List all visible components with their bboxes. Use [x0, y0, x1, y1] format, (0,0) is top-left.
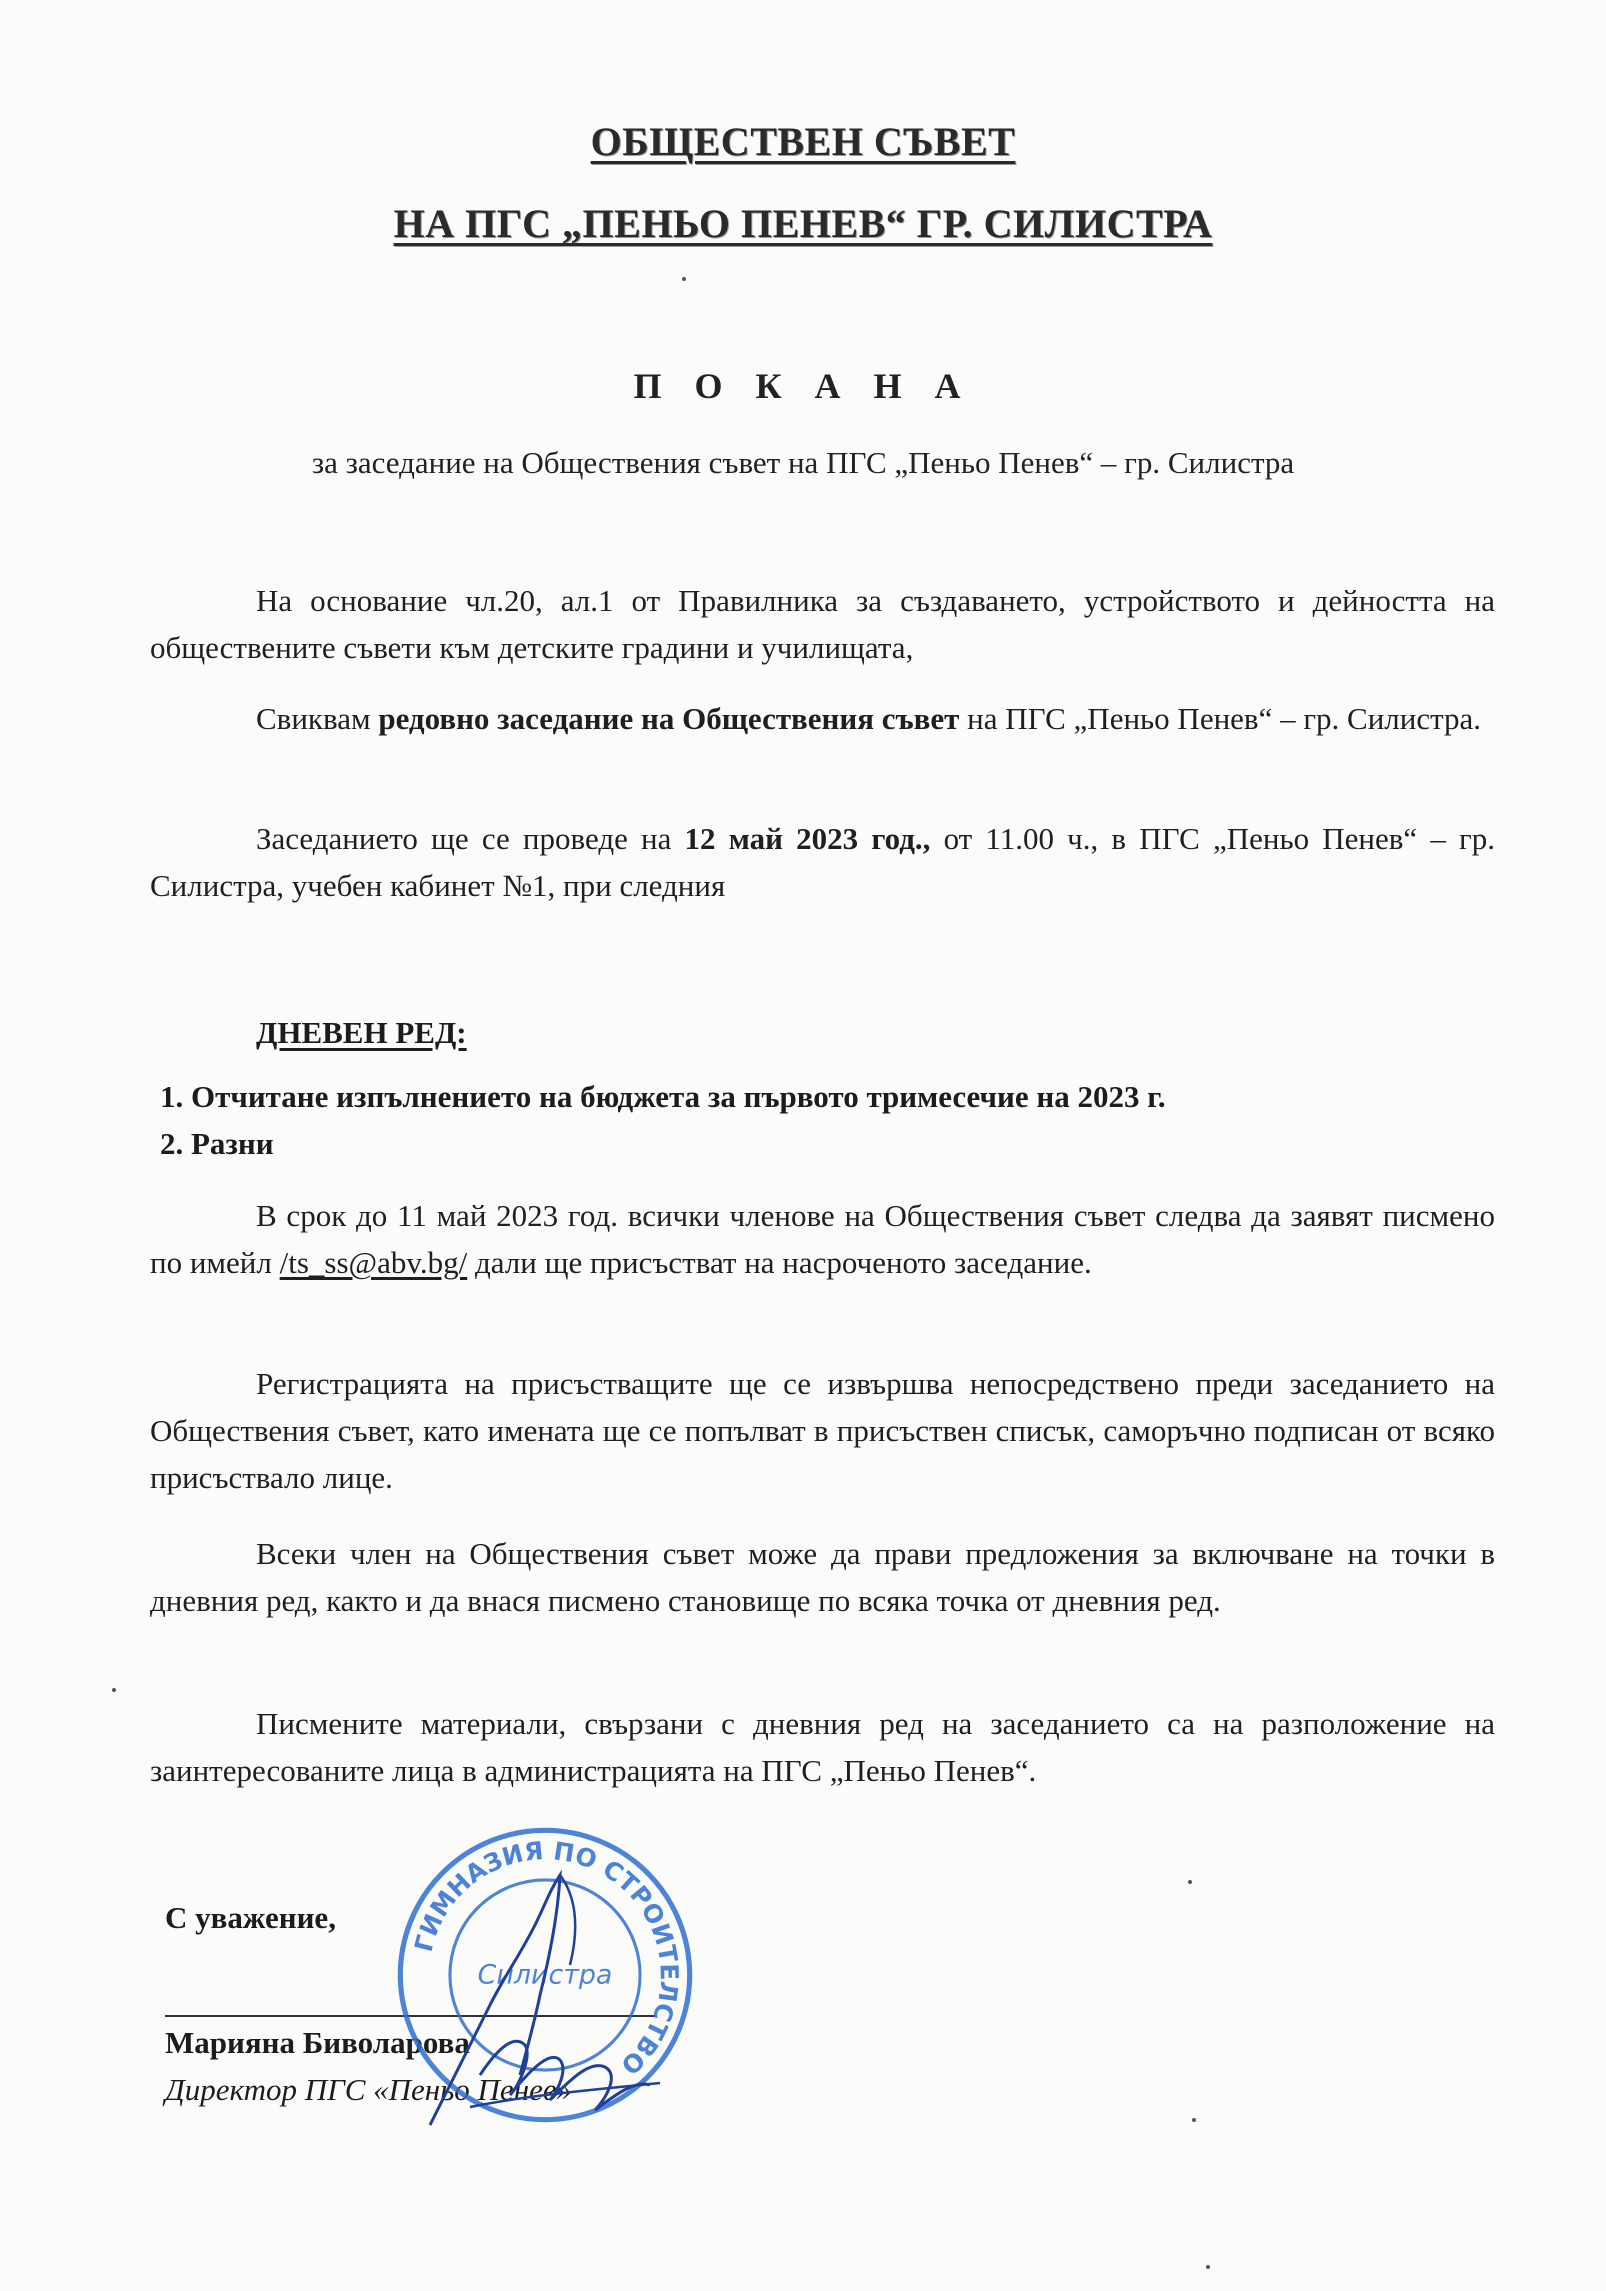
document-subtitle: за заседание на Обществения съвет на ПГС „Пеньо Пенев“ – гр. Силистра — [311, 445, 1295, 480]
scan-speck — [112, 1688, 116, 1692]
attendance-text-start: В срок до 11 май 2023 год. всички членове на Обществения съвет следва да заявят писмено по имейл — [150, 1198, 1495, 1280]
closing-regards: С уважение, — [165, 1900, 336, 1935]
scan-speck — [1206, 2265, 1210, 2269]
scan-speck — [1192, 2118, 1196, 2122]
paragraph-convene — [150, 695, 1495, 742]
signatory-position: Директор ПГС «Пеньо Пенев» — [165, 2072, 572, 2107]
agenda-item: 1. Отчитане изпълнението на бюджета за първото тримесечие на 2023 г. — [160, 1079, 1166, 1114]
paragraph-proposals: Всеки член на Обществения съвет може да прави предложения за включване на точки в дневния ред, както и да внася писмено становище по всяка точка от дневния ред. — [150, 1536, 1495, 1618]
meeting-text-end: от 11.00 ч., в ПГС „Пеньо Пенев“ – гр. Силистра, учебен кабинет №1, при следния — [150, 821, 1495, 903]
convene-text-start: Свиквам — [256, 701, 379, 736]
attendance-text-end: дали ще присъстват на насроченото заседание. — [467, 1245, 1092, 1280]
paragraph-attendance-notice — [150, 1192, 1495, 1286]
stamp-center-text: Силистра — [477, 1959, 613, 1991]
handwritten-signature — [410, 1845, 670, 2155]
convene-text-end: на ПГС „Пеньо Пенев“ – гр. Силистра. — [959, 701, 1482, 736]
convene-text-bold: редовно заседание на Обществения съвет — [378, 701, 960, 736]
council-header-line2: НА ПГС „ПЕНЬО ПЕНЕВ“ ГР. СИЛИСТРА — [393, 201, 1213, 246]
paragraph-materials: Писмените материали, свързани с дневния ред на заседанието са на разположение на заинтересованите лица в администрацията на ПГС „Пеньо Пенев“. — [150, 1706, 1495, 1788]
agenda-heading: ДНЕВЕН РЕД: — [256, 1015, 467, 1050]
document-title: П О К А Н А — [633, 366, 973, 406]
agenda-item: 2. Разни — [160, 1126, 274, 1161]
stamp-ring-text: ГИМНАЗИЯ ПО СТРОИТЕЛСТВО — [408, 1835, 684, 2081]
scan-speck — [1188, 1880, 1192, 1884]
agenda-list — [160, 1073, 1166, 1167]
signatory-name: Марияна Биволарова — [165, 2025, 470, 2060]
email-link[interactable]: /ts_ss@abv.bg/ — [279, 1245, 468, 1280]
meeting-date: 12 май 2023 год., — [684, 821, 931, 856]
paragraph-legal-basis: На основание чл.20, ал.1 от Правилника за създаването, устройството и дейността на обществените съвети към детските градини и училищата, — [150, 583, 1495, 665]
council-header-line1: ОБЩЕСТВЕН СЪВЕТ — [590, 119, 1016, 164]
paragraph-registration: Регистрацията на присъстващите ще се извършва непосредствено преди заседанието на Обществения съвет, като имената ще се попълват в присъствен списък, саморъчно подписан от всяко присъствало лице. — [150, 1366, 1495, 1495]
scan-speck — [682, 277, 686, 281]
meeting-text-start: Заседанието ще се проведе на — [256, 821, 685, 856]
paragraph-meeting-details — [150, 815, 1495, 909]
